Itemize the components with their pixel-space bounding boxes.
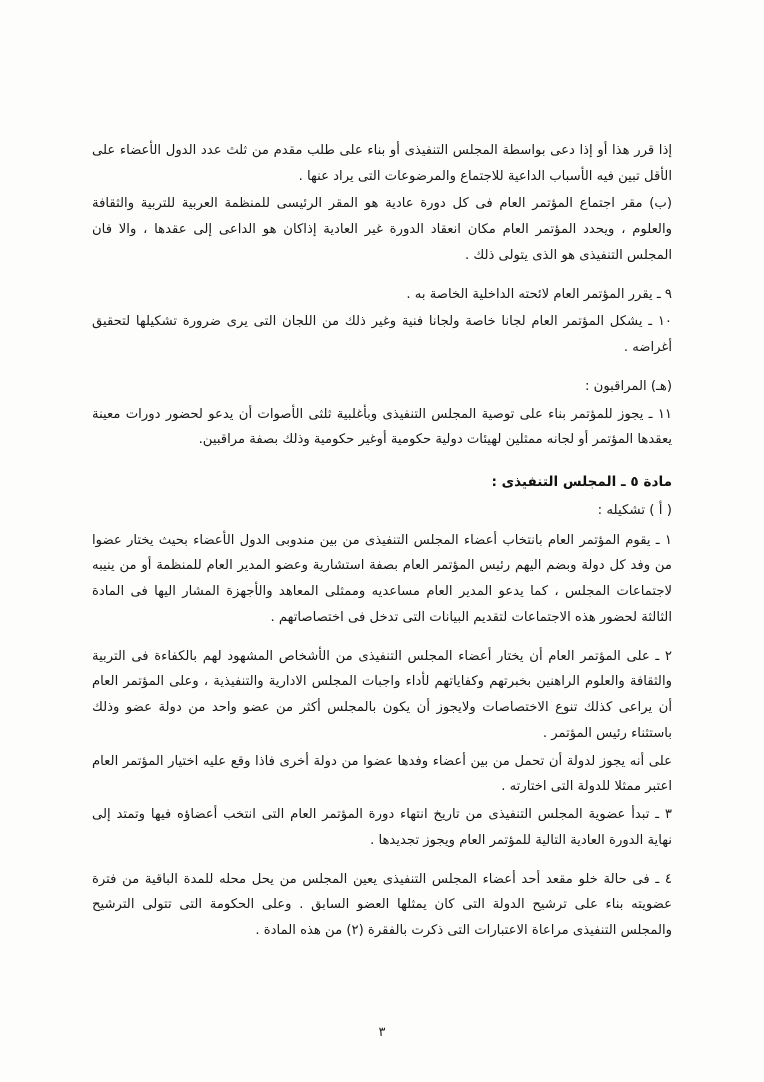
article-clause-3: ٣ ـ تبدأ عضوية المجلس التنفيذى من تاريخ انتهاء دورة المؤتمر العام التى انتخب أعضاؤه فيها وتمتد إلى نهاية الدورة العادية التالية للمؤتمر العام ويجوز تجديدها . <box>92 807 672 848</box>
article-clause-2b: على أنه يجوز لدولة أن تحمل من بين أعضاء وفدها عضوا من دولة أخرى فاذا وقع عليه اختيار المؤتمر العام اعتبر ممثلا للدولة التى اختارته . <box>92 753 672 795</box>
paragraph-clause-11: ١١ ـ يجوز للمؤتمر بناء على توصية المجلس التنفيذى وبأغلبية ثلثى الأصوات أن يدعو لحضور دورات معينة يعقدها المؤتمر أو لجانه ممثلين لهيئات دولية حكومية أوغير حكومية وذلك بصفة مراقبين. <box>92 406 672 448</box>
paragraph-2: (ب) مقر اجتماع المؤتمر العام فى كل دورة عادية هو المقر الرئيسى للمنظمة العربية للتربية والثقافة والعلوم ، ويحدد المؤتمر العام مكان انعقاد الدورة غير العادية إذاكان هو الداعى إلى عقدها ، والا فان المجلس التنفيذى هو الذى يتولى ذلك . <box>92 196 672 263</box>
page-number: ٣ <box>378 1025 386 1040</box>
document-body <box>92 138 672 946</box>
article-clause-1: ١ ـ يقوم المؤتمر العام بانتخاب أعضاء المجلس التنفيذى من بين مندوبى الدول الأعضاء بحيث يختار عضوا من وفد كل دولة وبضم اليهم رئيس المؤتمر العام بصفة استشارية وعضو المدير العام للمنظمة أو من ينيبه لاجتماعات المجلس ، كما يدعو المدير العام مساعديه وممثلى المعاهد والأجهزة المشار اليها فى المادة الثالثة لحضور هذه الاجتماعات لتقديم البيانات التى تدخل فى اختصاصاتهم . <box>92 532 672 625</box>
article-clause-2: ٢ ـ على المؤتمر العام أن يختار أعضاء المجلس التنفيذى من الأشخاص المشهود لهم بالكفاءة فى التربية والثقافة والعلوم الراهنين بخبرتهم وكفاياتهم لأداء واجبات المجلس الادارية والتنفيذية ، وعلى المؤتمر العام أن يراعى كذلك تنوع الاختصاصات ولايجوز أن يكون بالمجلس أكثر من عضو واحد من دولة عضو وذلك باستثناء رئيس المؤتمر . <box>92 648 672 741</box>
article-subtitle: ( أ ) تشكيله : <box>597 502 672 518</box>
paragraph-1: إذا قرر هذا أو إذا دعى بواسطة المجلس التنفيذى أو بناء على طلب مقدم من ثلث عدد الدول الأعضاء على الأقل تبين فيه الأسباب الداعية للاجتماع والمرضوعات التى يراد عنها . <box>92 143 672 184</box>
article-title: مادة ٥ ـ المجلس التنفيذى : <box>491 474 672 491</box>
paragraph-clause-10: ١٠ ـ يشكل المؤتمر العام لجانا خاصة ولجانا فنية وغير ذلك من اللجان التى يرى ضرورة تشكيلها لتحقيق أغراضه . <box>92 314 672 356</box>
section-observers-label: (هـ) المراقبون : <box>585 378 672 394</box>
article-clause-4: ٤ ـ فى حالة خلو مقعد أحد أعضاء المجلس التنفيذى يعين المجلس من يحل محله للمدة الباقية من فترة عضويته بناء على ترشيح الدولة التى كان يمثلها العضو السابق . وعلى الحكومة التى تتولى الترشيح والمجلس التنفيذى مراعاة الاعتبارات التى ذكرت بالفقرة (٢) من هذه المادة . <box>92 871 672 938</box>
paragraph-clause-9: ٩ ـ يقرر المؤتمر العام لائحته الداخلية الخاصة به . <box>406 286 672 302</box>
